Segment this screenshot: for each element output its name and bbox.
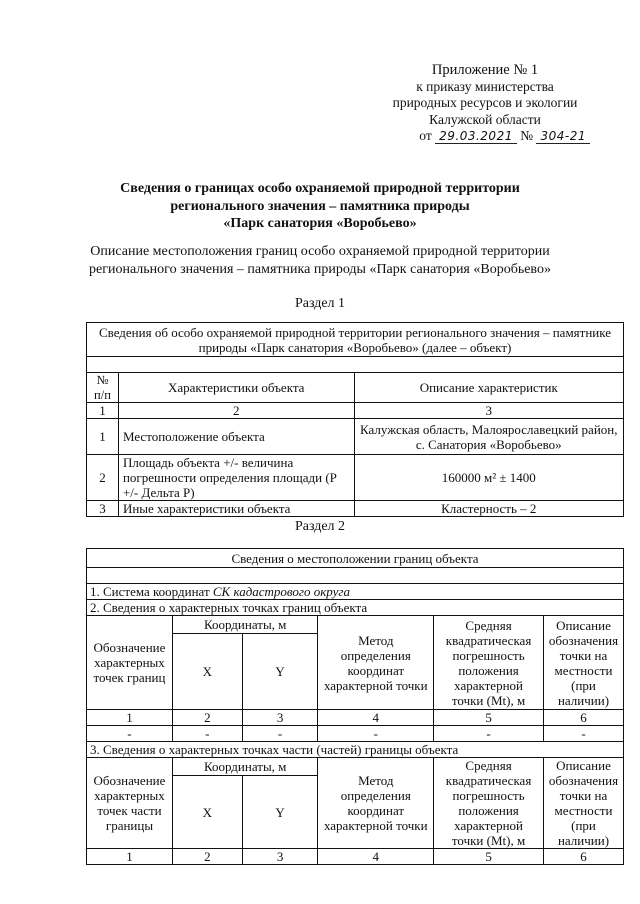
header-point-description: Описание обозначения точки на местности (при наличии) [544, 616, 624, 710]
header-description: Описание характеристик [354, 373, 624, 403]
index-cell: 4 [318, 849, 434, 865]
header-num: № п/п [87, 373, 119, 403]
section-1-title: Раздел 1 [294, 296, 346, 311]
number-label: № [520, 128, 534, 143]
handwritten-date: 29.03.2021 [435, 129, 517, 144]
row-num: 1 [87, 419, 119, 455]
index-cell: 6 [544, 849, 624, 865]
section-1-table [86, 322, 624, 517]
header-point-description: Описание обозначения точки на местности (при наличии) [544, 758, 624, 849]
section-2-title: Раздел 2 [294, 519, 346, 534]
dash-cell: - [434, 726, 544, 742]
index-cell: 3 [242, 849, 318, 865]
section-1-table-title: Сведения об особо охраняемой природной территории регионального значения – памятнике природы «Парк санатория «Воробьево» (далее – объект) [87, 323, 624, 357]
document-heading [60, 180, 580, 233]
appendix-block [380, 62, 590, 145]
index-cell: 1 [87, 849, 173, 865]
section-2-table [86, 548, 624, 865]
index-cell: 2 [118, 403, 354, 419]
coordinate-system-value: СК кадастрового округа [212, 584, 350, 599]
from-label: от [419, 128, 432, 143]
header-x: X [172, 776, 242, 849]
header-point: Обозначение характерных точек части границы [87, 758, 173, 849]
index-cell: 2 [172, 710, 242, 726]
header-point: Обозначение характерных точек границ [87, 616, 173, 710]
appendix-line-3: Калужской области [429, 111, 541, 127]
subsection-2-title: 2. Сведения о характерных точках границ объекта [87, 600, 624, 616]
row-characteristic: Местоположение объекта [118, 419, 354, 455]
order-date-number-line [380, 128, 590, 145]
handwritten-number: 304-21 [536, 129, 590, 144]
spacer-row [87, 357, 624, 373]
description-line-2: регионального значения – памятника природы «Парк санатория «Воробьево» [89, 261, 551, 277]
header-method: Метод определения координат характерной точки [318, 616, 434, 710]
index-cell: 2 [172, 849, 242, 865]
header-coordinates: Координаты, м [172, 758, 317, 776]
header-coordinates: Координаты, м [172, 616, 317, 634]
heading-line-2: регионального значения – памятника природы [170, 198, 470, 214]
index-cell: 6 [544, 710, 624, 726]
header-error: Средняя квадратическая погрешность положения характерной точки (Mt), м [434, 616, 544, 710]
heading-line-3: «Парк санатория «Воробьево» [223, 216, 417, 231]
header-y: Y [242, 776, 318, 849]
header-method: Метод определения координат характерной точки [318, 758, 434, 849]
index-cell: 1 [87, 403, 119, 419]
index-cell: 3 [242, 710, 318, 726]
section-2-table-title: Сведения о местоположении границ объекта [87, 549, 624, 568]
appendix-title: Приложение № 1 [431, 62, 539, 78]
header-error: Средняя квадратическая погрешность положения характерной точки (Mt), м [434, 758, 544, 849]
row-num: 2 [87, 455, 119, 501]
index-cell: 5 [434, 849, 544, 865]
index-cell: 3 [354, 403, 624, 419]
description-line-1: Описание местоположения границ особо охраняемой природной территории [90, 244, 550, 259]
spacer-row [87, 568, 624, 584]
row-description: Кластерность – 2 [354, 501, 624, 517]
dash-cell: - [172, 726, 242, 742]
appendix-line-2: природных ресурсов и экологии [392, 95, 578, 110]
header-x: X [172, 634, 242, 710]
index-cell: 4 [318, 710, 434, 726]
row-description: Калужская область, Малоярославецкий район, с. Санатория «Воробьево» [354, 419, 624, 455]
subsection-3-title: 3. Сведения о характерных точках части (частей) границы объекта [87, 742, 624, 758]
row-characteristic: Площадь объекта +/- величина погрешности определения площади (P +/- Дельта P) [118, 455, 354, 501]
description-block [50, 243, 590, 278]
dash-cell: - [242, 726, 318, 742]
row-description: 160000 м² ± 1400 [354, 455, 624, 501]
coordinate-system-prefix: 1. Система координат [90, 584, 213, 599]
dash-cell: - [318, 726, 434, 742]
header-characteristic: Характеристики объекта [118, 373, 354, 403]
dash-cell: - [544, 726, 624, 742]
coordinate-system-row [87, 584, 624, 600]
row-num: 3 [87, 501, 119, 517]
index-cell: 5 [434, 710, 544, 726]
header-y: Y [242, 634, 318, 710]
index-cell: 1 [87, 710, 173, 726]
row-characteristic: Иные характеристики объекта [118, 501, 354, 517]
appendix-line-1: к приказу министерства [416, 78, 554, 94]
dash-cell: - [87, 726, 173, 742]
heading-line-1: Сведения о границах особо охраняемой природной территории [120, 181, 520, 196]
